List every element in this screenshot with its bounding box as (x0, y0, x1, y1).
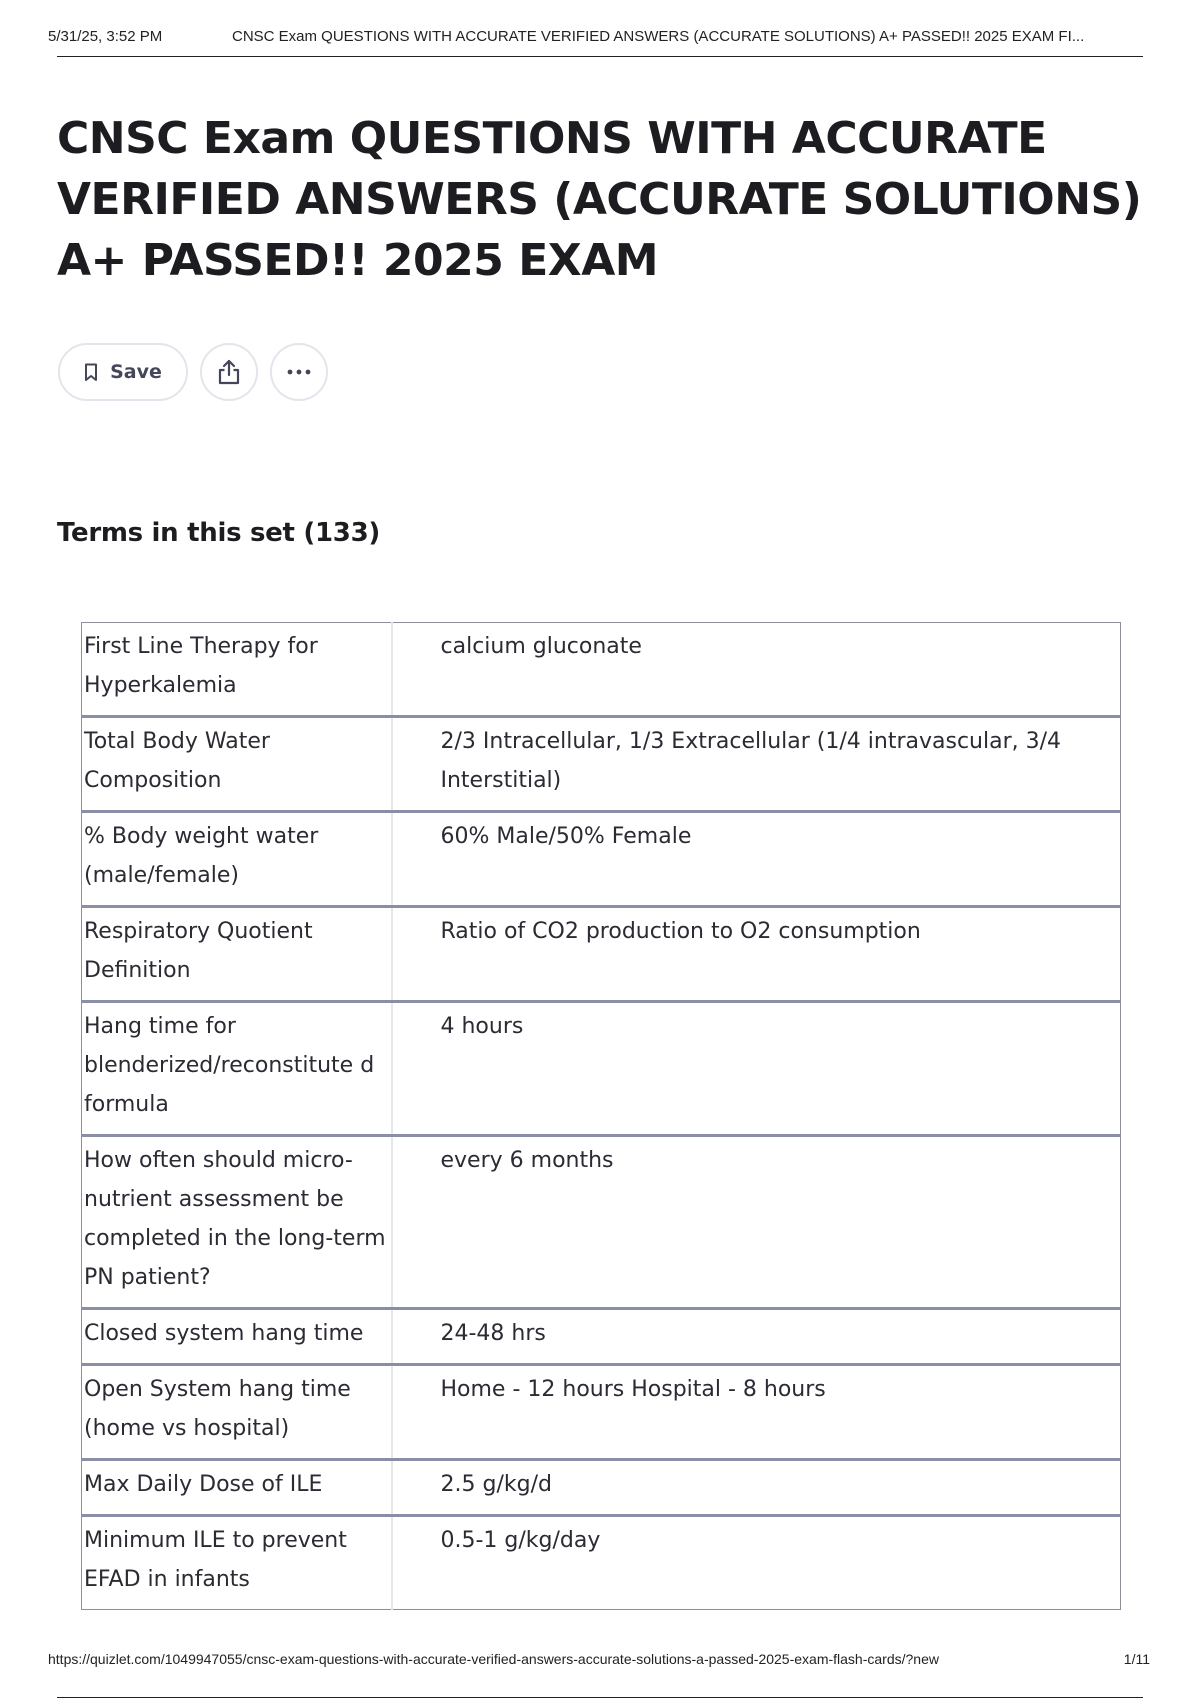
print-url: https://quizlet.com/1049947055/cnsc-exam-questions-with-accurate-verified-answers-accurate-solutions-a-passed-2025-exam-flash-cards/?new (48, 1651, 939, 1667)
term-cell: How often should micro-nutrient assessment be completed in the long-term PN patient? (82, 1136, 392, 1309)
term-cell: % Body weight water (male/female) (82, 812, 392, 907)
table-row (82, 717, 1121, 812)
save-button[interactable] (58, 343, 188, 401)
more-options-button[interactable] (270, 343, 328, 401)
table-row (82, 1136, 1121, 1309)
header-divider (57, 56, 1143, 57)
share-button[interactable] (200, 343, 258, 401)
page-number: 1/11 (1123, 1651, 1150, 1667)
table-row (82, 812, 1121, 907)
print-date: 5/31/25, 3:52 PM (48, 28, 163, 45)
footer-divider (57, 1697, 1143, 1698)
term-cell: Max Daily Dose of ILE (82, 1460, 392, 1516)
term-cell: Open System hang time (home vs hospital) (82, 1365, 392, 1460)
definition-cell: 2/3 Intracellular, 1/3 Extracellular (1/4 intravascular, 3/4 Interstitial) (440, 729, 1062, 793)
flashcard-table (81, 622, 1121, 1610)
definition-cell: 4 hours (440, 1014, 524, 1039)
definition-cell: 24-48 hrs (440, 1321, 546, 1346)
definition-cell: every 6 months (440, 1148, 614, 1173)
definition-cell: Home - 12 hours Hospital - 8 hours (440, 1377, 826, 1402)
print-doc-title: CNSC Exam QUESTIONS WITH ACCURATE VERIFIED ANSWERS (ACCURATE SOLUTIONS) A+ PASSED!! 2025 EXAM FI... (232, 28, 1085, 45)
table-row (82, 1516, 1121, 1610)
action-bar (58, 343, 328, 401)
save-label: Save (110, 361, 162, 383)
print-header (48, 28, 1146, 45)
definition-cell: calcium gluconate (440, 634, 642, 659)
table-row (82, 1460, 1121, 1516)
table-row (82, 1002, 1121, 1136)
more-icon (285, 368, 313, 376)
table-row (82, 907, 1121, 1002)
term-cell: Minimum ILE to prevent EFAD in infants (82, 1516, 392, 1610)
bookmark-icon (84, 363, 98, 382)
table-row (82, 623, 1121, 717)
definition-cell: 2.5 g/kg/d (440, 1472, 552, 1497)
table-row (82, 1365, 1121, 1460)
share-icon (216, 358, 242, 386)
page-title: CNSC Exam QUESTIONS WITH ACCURATE VERIFIED ANSWERS (ACCURATE SOLUTIONS) A+ PASSED!! 2025 EXAM (57, 113, 1142, 286)
print-footer (48, 1651, 1150, 1667)
table-row (82, 1309, 1121, 1365)
definition-cell: 60% Male/50% Female (440, 824, 692, 849)
definition-cell: 0.5-1 g/kg/day (440, 1528, 601, 1553)
term-cell: Respiratory Quotient Definition (82, 907, 392, 1002)
term-cell: Total Body Water Composition (82, 717, 392, 812)
term-cell: Closed system hang time (82, 1309, 392, 1365)
term-cell: First Line Therapy for Hyperkalemia (82, 623, 392, 717)
terms-heading: Terms in this set (133) (57, 518, 380, 548)
term-cell: Hang time for blenderized/reconstitute d formula (82, 1002, 392, 1136)
definition-cell: Ratio of CO2 production to O2 consumption (440, 919, 921, 944)
